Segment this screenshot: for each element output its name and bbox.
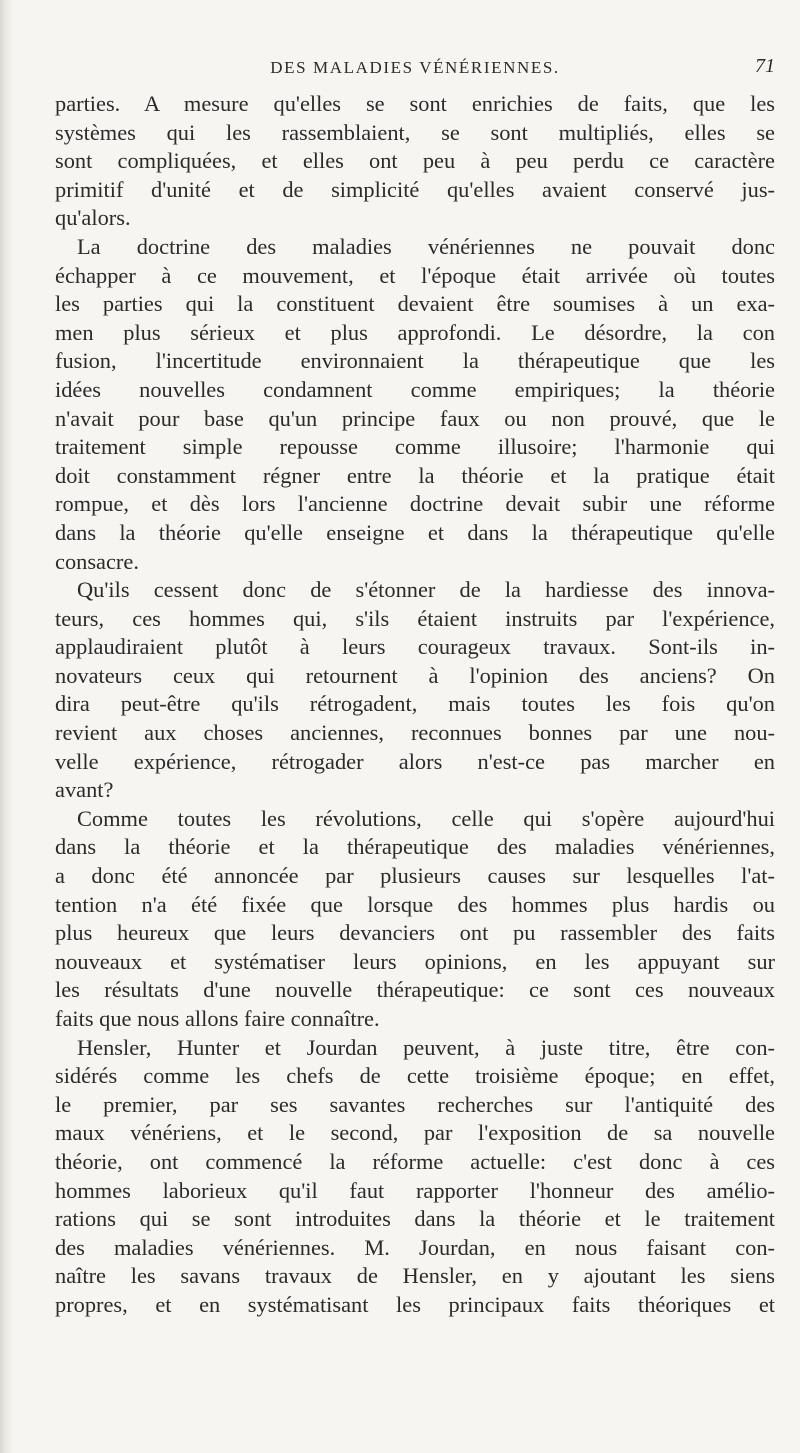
text-line: échapper à ce mouvement, et l'époque était arrivée où toutes bbox=[55, 262, 775, 288]
paragraph bbox=[55, 1034, 775, 1320]
paragraph bbox=[55, 90, 775, 233]
text-line: novateurs ceux qui retournent à l'opinion des anciens? On bbox=[55, 662, 775, 688]
text-line: théorie, ont commencé la réforme actuelle: c'est donc à ces bbox=[55, 1148, 775, 1174]
text-line: naître les savans travaux de Hensler, en y ajoutant les siens bbox=[55, 1263, 775, 1289]
text-line: traitement simple repousse comme illusoire; l'harmonie qui bbox=[55, 434, 775, 460]
book-spine-shadow bbox=[0, 0, 14, 1453]
text-line: n'avait pour base qu'un principe faux ou non prouvé, que le bbox=[55, 405, 775, 431]
text-line: rompue, et dès lors l'ancienne doctrine devait subir une réforme bbox=[55, 491, 775, 517]
text-line: velle expérience, rétrogader alors n'est-ce pas marcher en bbox=[55, 748, 775, 774]
text-line: rations qui se sont introduites dans la théorie et le traitement bbox=[55, 1206, 775, 1232]
text-line: sidérés comme les chefs de cette troisième époque; en effet, bbox=[55, 1063, 775, 1089]
text-line: nouveaux et systématiser leurs opinions, en les appuyant sur bbox=[55, 948, 775, 974]
text-line: hommes laborieux qu'il faut rapporter l'honneur des amélio- bbox=[55, 1177, 775, 1203]
paragraph bbox=[55, 233, 775, 576]
book-page bbox=[55, 0, 775, 1320]
text-line: le premier, par ses savantes recherches sur l'antiquité des bbox=[55, 1091, 775, 1117]
text-line: qu'alors. bbox=[55, 205, 131, 231]
text-line: men plus sérieux et plus approfondi. Le désordre, la con bbox=[55, 319, 775, 345]
text-line: doit constamment régner entre la théorie et la pratique était bbox=[55, 462, 775, 488]
paragraph bbox=[55, 805, 775, 1034]
text-line: idées nouvelles condamnent comme empiriques; la théorie bbox=[55, 376, 775, 402]
text-line: Comme toutes les révolutions, celle qui s'opère aujourd'hui bbox=[77, 805, 775, 831]
text-line: plus heureux que leurs devanciers ont pu rassembler des faits bbox=[55, 920, 775, 946]
text-line: parties. A mesure qu'elles se sont enrichies de faits, que les bbox=[55, 91, 775, 116]
text-line: propres, et en systématisant les principaux faits théoriques et bbox=[55, 1291, 775, 1317]
text-line: les parties qui la constituent devaient être soumises à un exa- bbox=[55, 291, 775, 317]
text-line: dans la théorie qu'elle enseigne et dans la thérapeutique qu'elle bbox=[55, 519, 775, 545]
text-line: applaudiraient plutôt à leurs courageux travaux. Sont-ils in- bbox=[55, 634, 775, 660]
text-line: dans la théorie et la thérapeutique des maladies vénériennes, bbox=[55, 834, 775, 860]
text-line: avant? bbox=[55, 777, 114, 803]
text-line: Hensler, Hunter et Jourdan peuvent, à juste titre, être con- bbox=[77, 1034, 775, 1060]
text-line: La doctrine des maladies vénériennes ne pouvait donc bbox=[77, 233, 775, 259]
text-line: teurs, ces hommes qui, s'ils étaient instruits par l'expérience, bbox=[55, 605, 775, 631]
text-line: Qu'ils cessent donc de s'étonner de la hardiesse des innova- bbox=[77, 577, 775, 603]
running-title: DES MALADIES VÉNÉRIENNES. bbox=[270, 58, 560, 77]
text-line: revient aux choses anciennes, reconnues bonnes par une nou- bbox=[55, 720, 775, 746]
running-head bbox=[55, 55, 775, 88]
body-text bbox=[55, 90, 775, 1320]
text-line: fusion, l'incertitude environnaient la thérapeutique que les bbox=[55, 348, 775, 374]
text-line: systèmes qui les rassemblaient, se sont multipliés, elles se bbox=[55, 119, 775, 145]
text-line: tention n'a été fixée que lorsque des hommes plus hardis ou bbox=[55, 891, 775, 917]
text-line: dira peut-être qu'ils rétrogadent, mais toutes les fois qu'on bbox=[55, 691, 775, 717]
text-line: maux vénériens, et le second, par l'exposition de sa nouvelle bbox=[55, 1120, 775, 1146]
text-line: les résultats d'une nouvelle thérapeutique: ce sont ces nouveaux bbox=[55, 977, 775, 1003]
text-line: des maladies vénériennes. M. Jourdan, en nous faisant con- bbox=[55, 1234, 775, 1260]
text-line: primitif d'unité et de simplicité qu'elles avaient conservé jus- bbox=[55, 176, 775, 202]
text-line: sont compliquées, et elles ont peu à peu perdu ce caractère bbox=[55, 148, 775, 174]
paragraph bbox=[55, 576, 775, 805]
text-line: consacre. bbox=[55, 548, 139, 574]
text-line: faits que nous allons faire connaître. bbox=[55, 1006, 380, 1031]
text-line: a donc été annoncée par plusieurs causes sur lesquelles l'at- bbox=[55, 863, 775, 889]
page-number: 71 bbox=[755, 55, 775, 77]
